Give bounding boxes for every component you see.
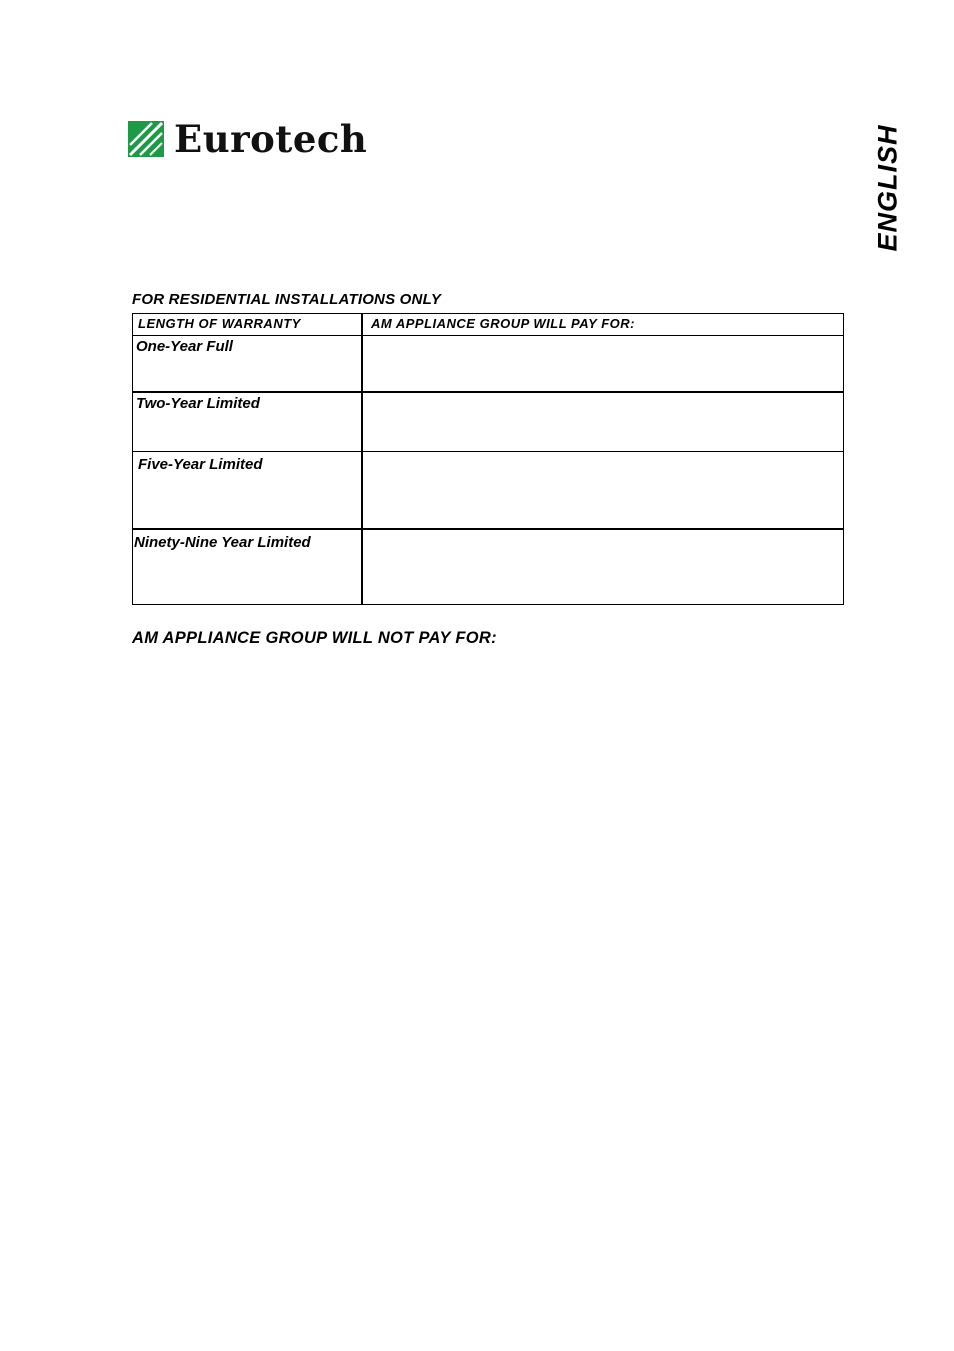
column-divider: [361, 530, 363, 604]
eurotech-logo: [128, 117, 368, 161]
column-divider: [361, 452, 363, 529]
language-side-label: ENGLISH: [872, 124, 903, 252]
table-row: [132, 451, 844, 529]
residential-section-title: FOR RESIDENTIAL INSTALLATIONS ONLY: [132, 291, 442, 308]
exclusions-section-title: AM APPLIANCE GROUP WILL NOT PAY FOR:: [132, 629, 497, 647]
column-divider: [361, 336, 363, 392]
column-divider: [361, 314, 363, 335]
table-header-row: [132, 313, 844, 335]
table-row: [132, 391, 844, 451]
eurotech-logo-icon: [128, 121, 164, 157]
column-divider: [361, 393, 363, 451]
header-pays-for: AM APPLIANCE GROUP WILL PAY FOR:: [371, 316, 635, 331]
warranty-table: [132, 313, 844, 604]
warranty-length-cell: Two-Year Limited: [136, 395, 260, 412]
warranty-length-cell: Ninety-Nine Year Limited: [134, 534, 311, 551]
warranty-length-cell: Five-Year Limited: [138, 456, 263, 473]
table-row: [132, 528, 844, 605]
table-row: [132, 335, 844, 392]
warranty-length-cell: One-Year Full: [136, 338, 233, 355]
header-length-of-warranty: LENGTH OF WARRANTY: [138, 316, 301, 331]
brand-name: Eurotech: [174, 117, 368, 161]
